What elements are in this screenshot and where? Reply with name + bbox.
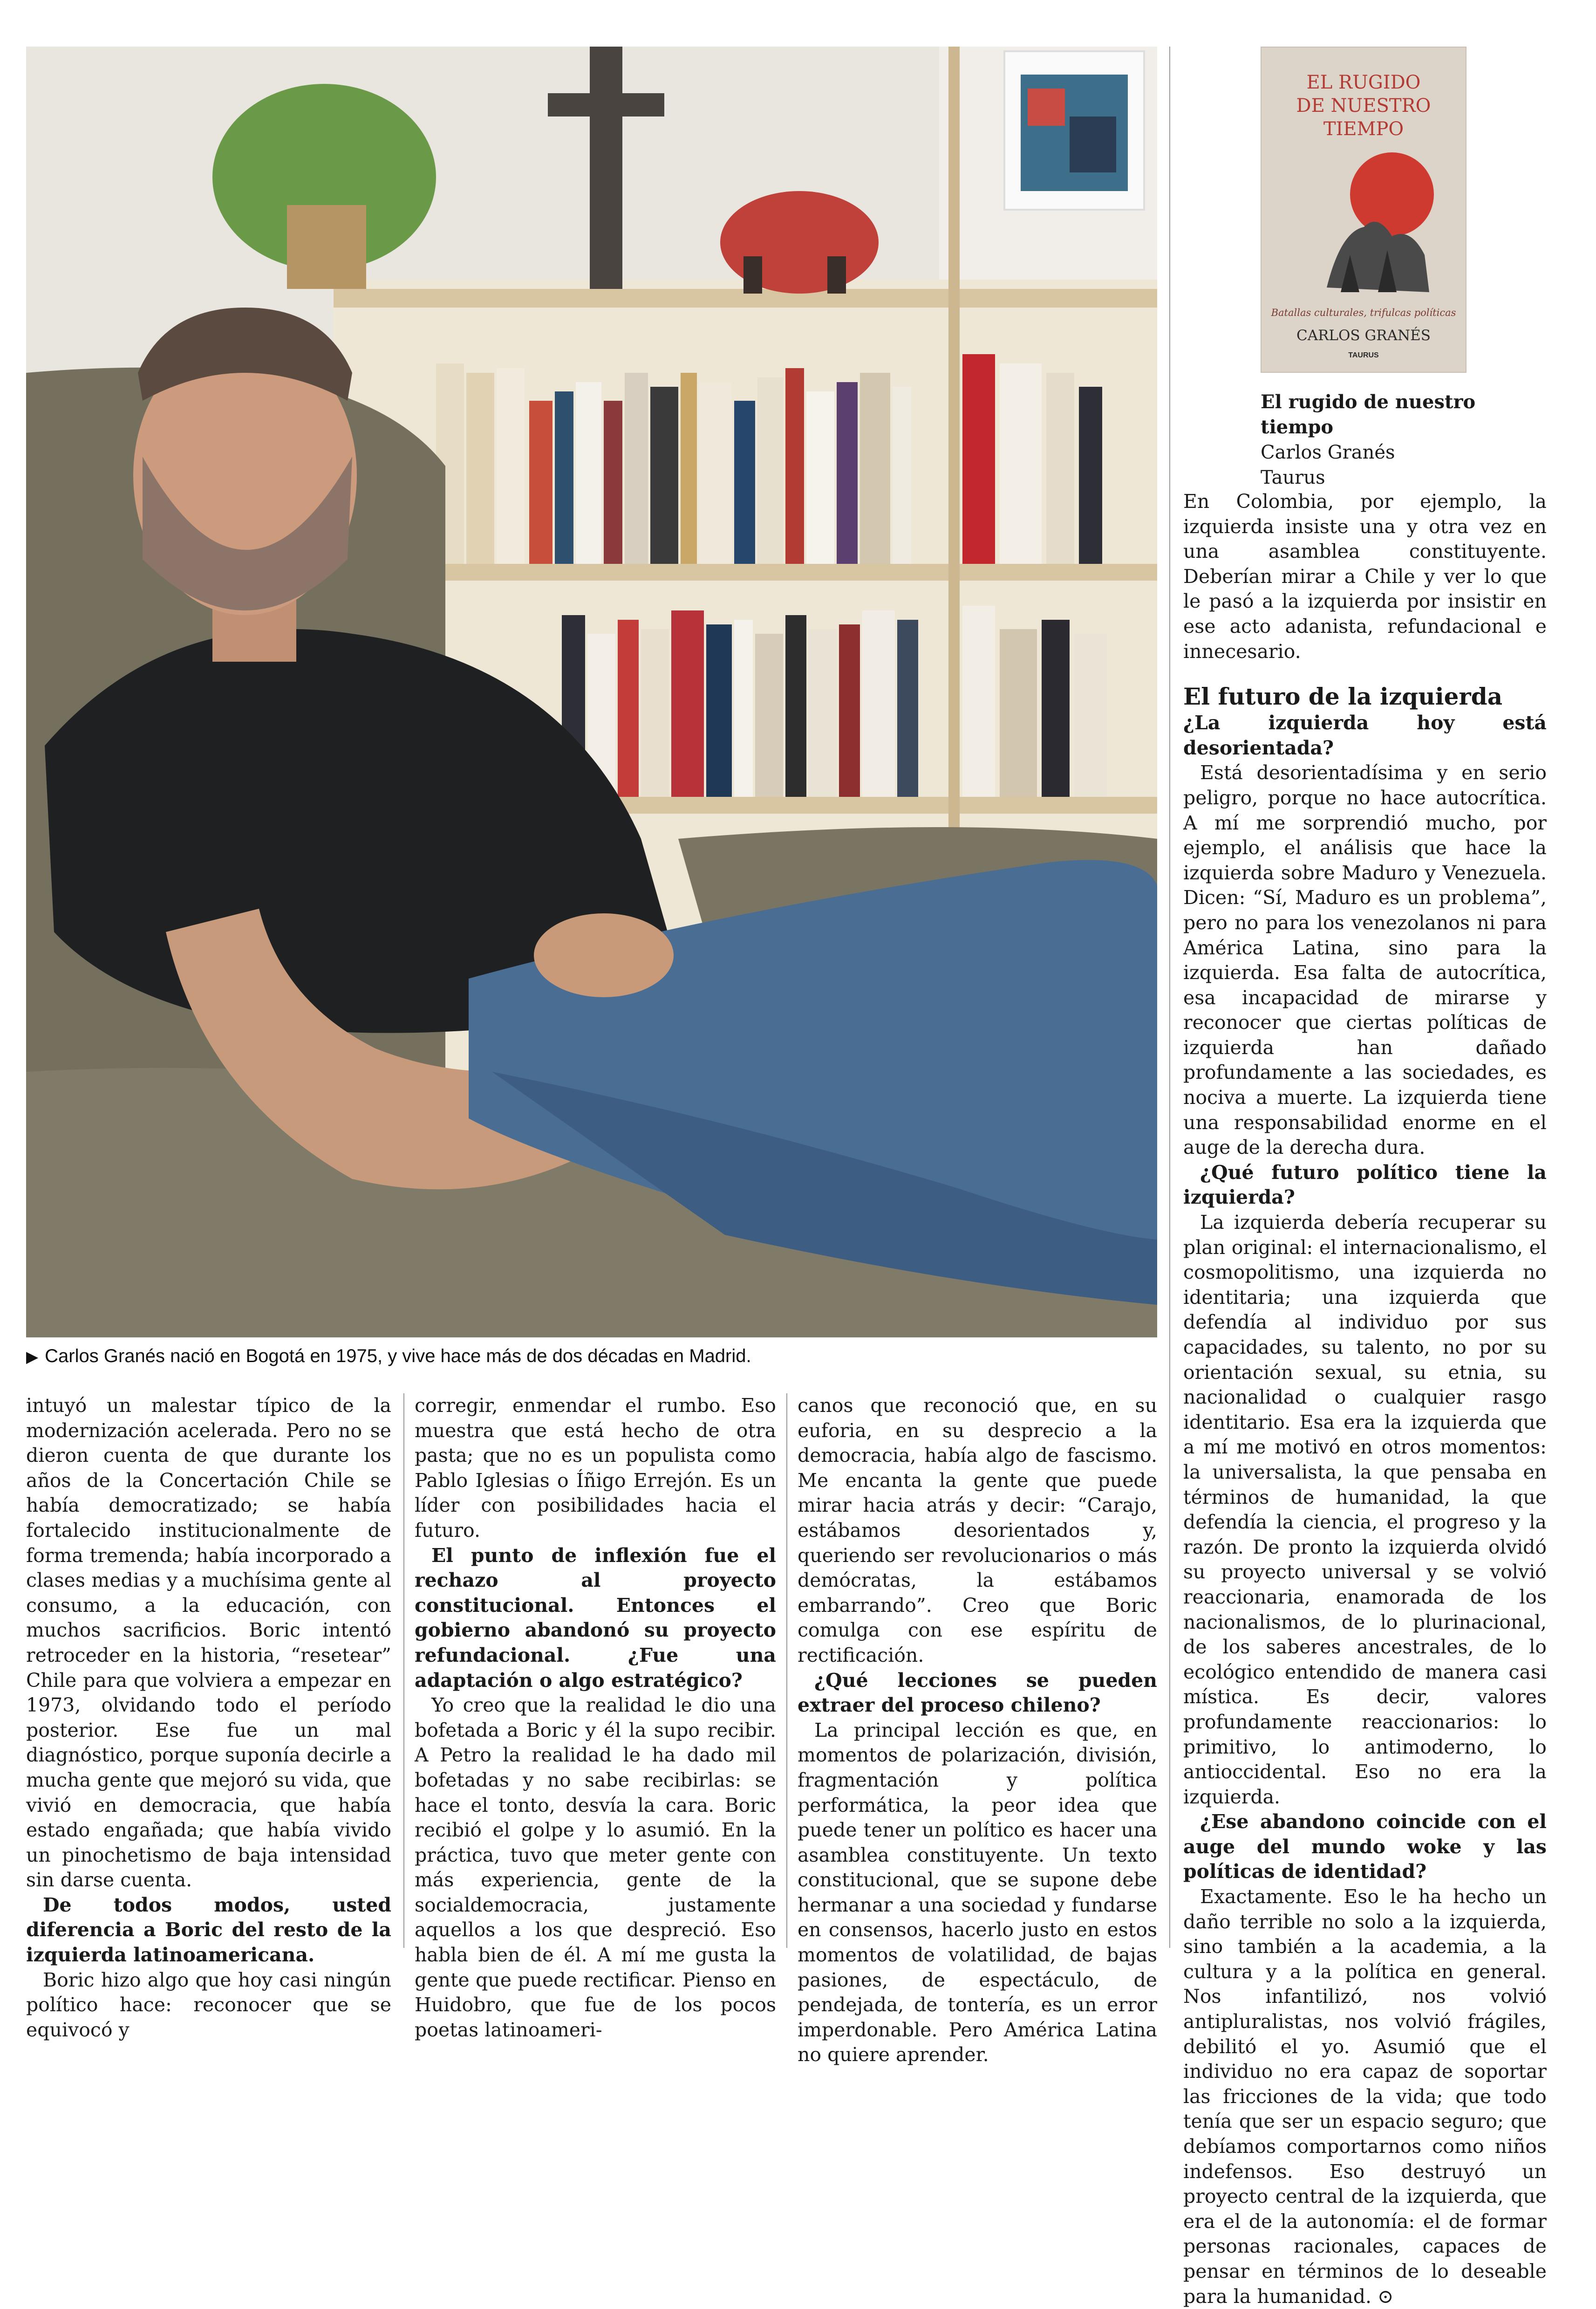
- paragraph: Yo creo que la realidad le dio una bofetada a Boric y él la supo recibir. A Petro la realidad le ha dado mil bofetadas y no sabe recibirlas: se hace el tonto, desvía la cara. Boric recibió el golpe y lo asumió. En la práctica, tuvo que meter gente con más experiencia, gente de la socialdemocracia, justamente aquellos a los que despreció. Eso habla bien de él. A mí me gusta la gente que puede rectificar. Pienso en Huidobro, que fue de los pocos poetas latinoameri-: [415, 1694, 776, 2041]
- column-3: [798, 1393, 1157, 2068]
- column-rule: [1169, 47, 1170, 1948]
- cover-illustration: [1322, 148, 1434, 301]
- column-4: [1183, 489, 1547, 2309]
- paragraph: Está desorientadísima y en serio peligro, porque no hace autocrítica. A mí me sorprendió mucho, por ejemplo, el análisis que hace la izquierda sobre Maduro y Venezuela. Dicen: “Sí, Maduro es un problema”, pero no para los venezolanos ni para América Latina, sino para la izquierda. Esa falta de autocrítica, esa incapacidad de mirarse y reconocer que ciertas políticas de izquierda han dañado profundamente a las sociedades, es nociva a muerte. La izquierda tiene una responsabilidad enorme en el auge de la derecha dura.: [1183, 761, 1547, 1159]
- publisher-logo: TAURUS: [1348, 351, 1379, 359]
- paragraph-text: Exactamente. Eso le ha hecho un daño terrible no solo a la izquierda, sino también a la academia, a la cultura y a la política en general. Nos infantilizó, nos volvió antipluralistas, nos volvió frágiles, debilitó el yo. Asumió que el individuo no era capaz de soportar las fricciones de la vida; que todo tenía que ser un espacio seguro; que debíamos comportarnos como niños indefensos. Eso destruyó un proyecto central de la izquierda, que era el de la autonomía: el de formar personas racionales, capaces de pensar en términos de lo deseable para la humanidad.: [1183, 1885, 1547, 2308]
- photo-caption: [26, 1342, 1157, 1370]
- book-info: [1261, 390, 1540, 490]
- paragraph: canos que reconoció que, en su euforia, en su desprecio a la democracia, había algo de fascismo. Me encanta la gente que puede mirar hacia atrás y decir: “Carajo, estábamos desorientados y, queriendo ser revolucionarios o más demócratas, la estábamos embarrando”. Creo que Boric comulga con ese espíritu de rectificación.: [798, 1394, 1157, 1666]
- book-title: El rugido de nuestro tiempo: [1261, 391, 1476, 438]
- paragraph: Boric hizo algo que hoy casi ningún político hace: reconocer que se equivocó y: [26, 1968, 391, 2041]
- column-rule: [403, 1393, 404, 1948]
- end-of-article-icon: ⊙: [1378, 2285, 1394, 2308]
- cover-subtitle: Batallas culturales, trifulcas políticas: [1271, 307, 1456, 318]
- paragraph: La izquierda debería recuperar su plan original: el internacionalismo, el cosmopolitismo, una izquierda no identitaria; una izquierda que defendía al individuo por sus capacidades, su talento, no por su orientación sexual, su etnia, su nacionalidad o cualquier rasgo identitario. Esa era la izquierda que a mí me motivó en otros momentos: la universalista, la que pensaba en términos de humanidad, la que defendía la ciencia, el progreso y la razón. De pronto la izquierda olvidó su proyecto universal y se volvió reaccionaria, enamorada de los nacionalismos, de lo plurinacional, de los saberes ancestrales, de lo ecológico entendido de manera casi mística. Es decir, valores profundamente reaccionarios: lo primitivo, lo antimoderno, lo antioccidental. Eso no era la izquierda.: [1183, 1211, 1547, 1808]
- column-2: [415, 1393, 776, 2042]
- cover-title-line3: TIEMPO: [1323, 118, 1404, 140]
- caption-arrow-icon: ▶: [26, 1348, 39, 1366]
- cover-author: CARLOS GRANÉS: [1296, 327, 1431, 344]
- interview-question: ¿La izquierda hoy está desorientada?: [1183, 712, 1547, 759]
- interview-question: ¿Qué lecciones se pueden extraer del proceso chileno?: [798, 1669, 1157, 1717]
- column-rule: [786, 1393, 787, 1948]
- book-publisher: Taurus: [1261, 467, 1325, 488]
- paragraph: [1183, 1884, 1547, 2309]
- paragraph: La principal lección es que, en momentos de polarización, división, fragmentación y política performática, la peor idea que puede tener un político es hacer una asamblea constituyente. Un texto constitucional, que se supone debe hermanar a una sociedad y fundarse en consensos, hacerlo justo en estos momentos de volatilidad, de bajas pasiones, de espectáculo, de pendejada, de tontería, es un error imperdonable. Pero América Latina no quiere aprender.: [798, 1719, 1157, 2066]
- book-author: Carlos Granés: [1261, 442, 1395, 463]
- interview-question: De todos modos, usted diferencia a Boric del resto de la izquierda latinoamericana.: [26, 1893, 391, 1966]
- interview-question: ¿Ese abandono coincide con el auge del mundo woke y las políticas de identidad?: [1183, 1810, 1547, 1883]
- portrait-photo: [26, 47, 1157, 1337]
- cover-title-line2: DE NUESTRO: [1296, 95, 1431, 116]
- caption-text: Carlos Granés nació en Bogotá en 1975, y vive hace más de dos décadas en Madrid.: [45, 1346, 751, 1366]
- paragraph: corregir, enmendar el rumbo. Eso muestra que está hecho de otra pasta; que no es un populista como Pablo Iglesias o Íñigo Errejón. Es un líder con posibilidades hacia el futuro.: [415, 1394, 776, 1542]
- interview-question: El punto de inflexión fue el rechazo al proyecto constitucional. Entonces el gobierno abandonó su proyecto refundacional. ¿Fue una adaptación o algo estratégico?: [415, 1544, 776, 1692]
- book-cover: [1261, 47, 1466, 373]
- portrait-photo-illustration: [26, 47, 1157, 1337]
- column-1: [26, 1393, 391, 2042]
- section-heading: El futuro de la izquierda: [1183, 683, 1503, 711]
- paragraph: intuyó un malestar típico de la modernización acelerada. Pero no se dieron cuenta de que durante los años de la Concertación Chile se había democratizado; se había fortalecido institucionalmente de forma tremenda; había incorporado a clases medias y a muchísima gente al consumo, a la educación, con muchos sacrificios. Boric intentó retroceder en la historia, “resetear” Chile para que volviera a empezar en 1973, olvidando todo el período posterior. Ese fue un mal diagnóstico, porque suponía decirle a mucha gente que mejoró su vida, que vivió en democracia, que había estado engañada; que había vivido un pinochetismo de baja intensidad sin darse cuenta.: [26, 1394, 391, 1891]
- paragraph: En Colombia, por ejemplo, la izquierda insiste una y otra vez en una asamblea constituyente. Deberían mirar a Chile y ver lo que le pasó a la izquierda por insistir en ese acto adanista, refundacional e innecesario.: [1183, 490, 1547, 663]
- cover-title-line1: EL RUGIDO: [1306, 72, 1421, 93]
- interview-question: ¿Qué futuro político tiene la izquierda?: [1183, 1161, 1547, 1209]
